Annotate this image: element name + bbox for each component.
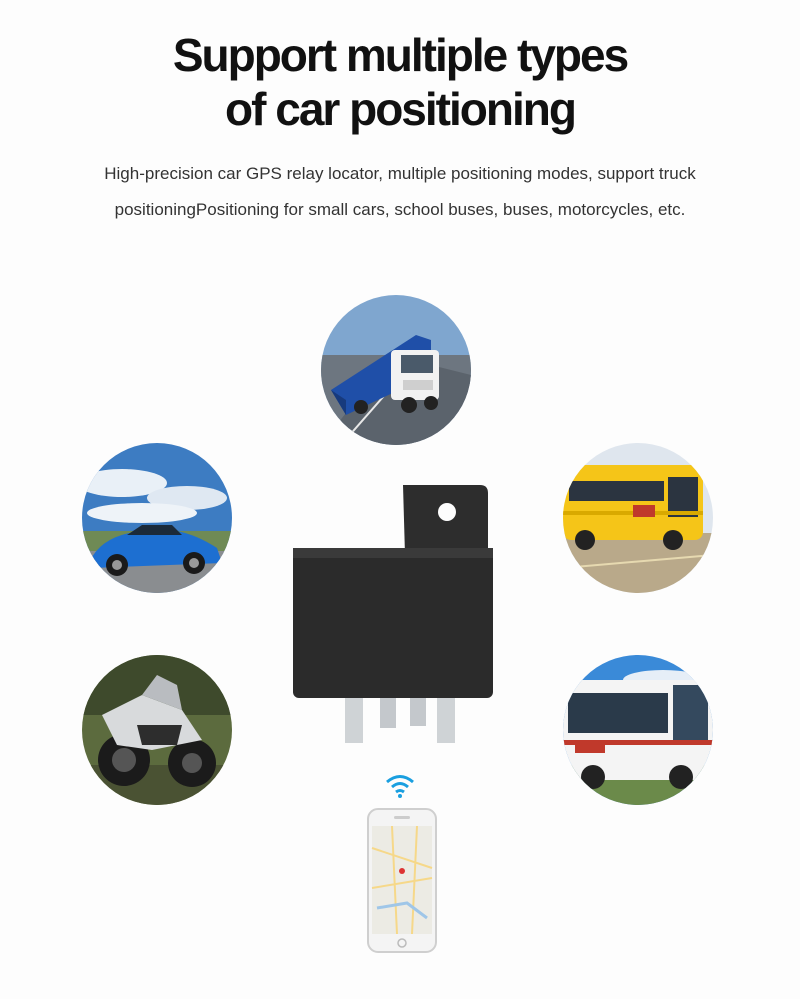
- page-description: [40, 156, 760, 228]
- title-line-2: of car positioning: [225, 83, 575, 135]
- relay-pin: [410, 698, 426, 726]
- school-bus-photo: [563, 443, 713, 593]
- truck-photo: [321, 295, 471, 445]
- school-bus-image: [563, 443, 713, 593]
- bus-image: [563, 655, 713, 805]
- wifi-icon: [385, 773, 415, 799]
- description-line-2: positioningPositioning for small cars, school buses, buses, motorcycles, etc.: [114, 200, 686, 219]
- relay-pin: [345, 698, 363, 743]
- motorcycle-image: [82, 655, 232, 805]
- bus-photo: [563, 655, 713, 805]
- motorcycle-photo: [82, 655, 232, 805]
- description-line-1: High-precision car GPS relay locator, multiple positioning modes, support truck: [104, 164, 696, 183]
- page-title: [0, 28, 800, 136]
- gps-relay-device: [285, 480, 515, 770]
- title-line-1: Support multiple types: [172, 29, 628, 81]
- car-photo: [82, 443, 232, 593]
- truck-image: [321, 295, 471, 445]
- relay-pin: [437, 698, 455, 743]
- car-image: [82, 443, 232, 593]
- relay-pin: [380, 698, 396, 728]
- smartphone-map-icon: [367, 808, 437, 953]
